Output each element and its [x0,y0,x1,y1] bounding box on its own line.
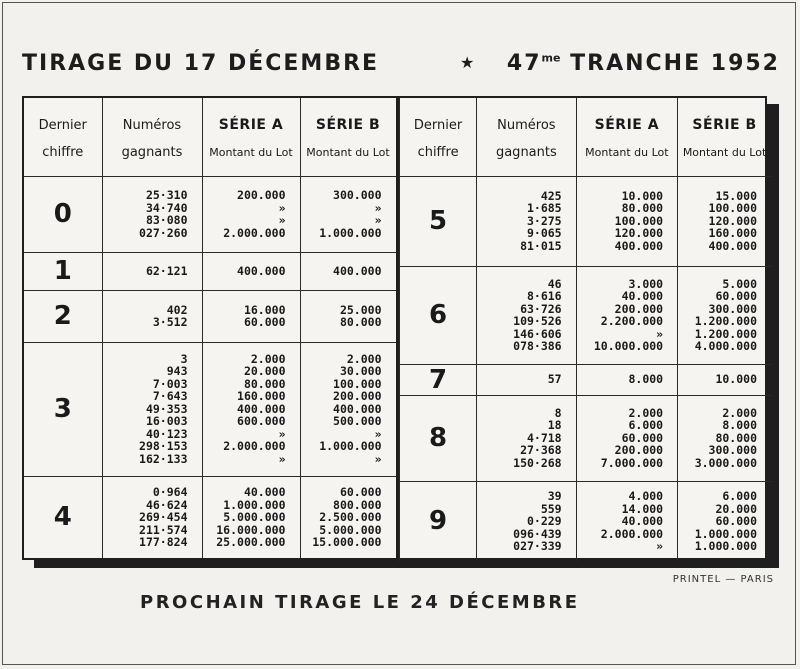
results-table [22,96,767,560]
last-digit: 5 [400,176,477,266]
serie-b-amounts: 400.000 [300,252,396,290]
serie-a-amounts: 8.000 [576,364,678,395]
winning-numbers: 25·310 34·740 83·080 027·260 [102,176,202,252]
header-row [24,98,396,176]
printer-credit: PRINTEL — PARIS [672,574,774,585]
table-row [400,266,772,364]
winning-numbers: 3 943 7·003 7·643 49·353 16·003 40·123 298·153 162·133 [102,342,202,476]
serie-b-amounts: 6.000 20.000 60.000 1.000.000 1.000.000 [678,481,771,561]
table-row [400,395,772,481]
table-row [400,364,772,395]
last-digit: 2 [24,290,102,342]
table-row [24,176,396,252]
serie-b-amounts: 25.000 80.000 [300,290,396,342]
serie-a-amounts: 200.000 » » 2.000.000 [202,176,300,252]
winning-numbers: 425 1·685 3·275 9·065 81·015 [477,176,576,266]
tranche-title [507,51,780,76]
last-digit: 9 [400,481,477,561]
serie-b-amounts: 2.000 30.000 100.000 200.000 400.000 500.000 » 1.000.000 » [300,342,396,476]
tranche-label: TRANCHE 1952 [570,51,780,76]
last-digit: 7 [400,364,477,395]
table-row [400,481,772,561]
col-header-numbers: Numéros gagnants [102,98,202,176]
col-header-serie-b: SÉRIE B Montant du Lot [300,98,396,176]
winning-numbers: 8 18 4·718 27·368 150·268 [477,395,576,481]
serie-b-amounts: 300.000 » » 1.000.000 [300,176,396,252]
last-digit: 6 [400,266,477,364]
col-header-numbers: Numéros gagnants [477,98,576,176]
winning-numbers: 62·121 [102,252,202,290]
tranche-number: 47 [506,51,542,76]
serie-b-amounts: 10.000 [678,364,771,395]
serie-a-amounts: 4.000 14.000 40.000 2.000.000 » [576,481,678,561]
serie-a-amounts: 2.000 20.000 80.000 160.000 400.000 600.000 » 2.000.000 » [202,342,300,476]
table-row [24,290,396,342]
header-row [400,98,772,176]
results-table-right [399,98,771,561]
winning-numbers: 57 [477,364,576,395]
serie-b-amounts: 5.000 60.000 300.000 1.200.000 1.200.000 4.000.000 [678,266,771,364]
last-digit: 8 [400,395,477,481]
serie-a-amounts: 3.000 40.000 200.000 2.200.000 » 10.000.000 [576,266,678,364]
last-digit: 3 [24,342,102,476]
tranche-suffix: me [541,51,561,65]
serie-a-amounts: 10.000 80.000 100.000 120.000 400.000 [576,176,678,266]
winning-numbers: 402 3·512 [102,290,202,342]
winning-numbers: 39 559 0·229 096·439 027·339 [477,481,576,561]
winning-numbers: 46 8·616 63·726 109·526 146·606 078·386 [477,266,576,364]
serie-b-amounts: 2.000 8.000 80.000 300.000 3.000.000 [678,395,771,481]
table-row [24,342,396,476]
draw-title [22,49,780,83]
star-icon: ★ [460,53,477,72]
serie-b-amounts: 15.000 100.000 120.000 160.000 400.000 [678,176,771,266]
serie-a-amounts: 40.000 1.000.000 5.000.000 16.000.000 25.000.000 [202,476,300,558]
table-row [24,476,396,558]
col-header-serie-b: SÉRIE B Montant du Lot [678,98,771,176]
serie-a-amounts: 16.000 60.000 [202,290,300,342]
table-row [400,176,772,266]
last-digit: 4 [24,476,102,558]
last-digit: 0 [24,176,102,252]
serie-a-amounts: 400.000 [202,252,300,290]
results-table-left [24,98,397,558]
serie-b-amounts: 60.000 800.000 2.500.000 5.000.000 15.000.000 [300,476,396,558]
serie-a-amounts: 2.000 6.000 60.000 200.000 7.000.000 [576,395,678,481]
col-header-digit: Dernier chiffre [400,98,477,176]
col-header-serie-a: SÉRIE A Montant du Lot [202,98,300,176]
draw-date-title: TIRAGE DU 17 DÉCEMBRE [22,51,380,76]
col-header-serie-a: SÉRIE A Montant du Lot [576,98,678,176]
col-header-digit: Dernier chiffre [24,98,102,176]
last-digit: 1 [24,252,102,290]
winning-numbers: 0·964 46·624 269·454 211·574 177·824 [102,476,202,558]
table-row [24,252,396,290]
next-draw-notice: PROCHAIN TIRAGE LE 24 DÉCEMBRE [140,592,580,613]
